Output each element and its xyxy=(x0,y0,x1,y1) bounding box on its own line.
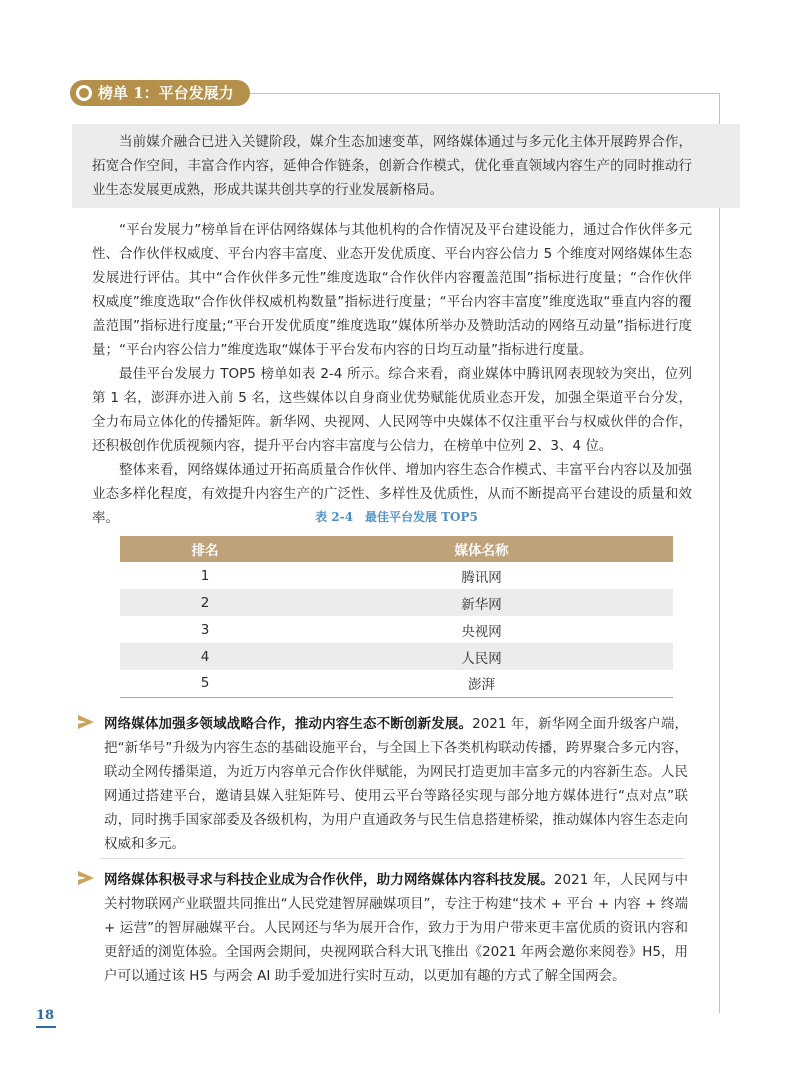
bullet-title: 网络媒体加强多领域战略合作，推动内容生态不断创新发展。 xyxy=(104,716,473,732)
table-row xyxy=(120,670,673,697)
bullet-divider xyxy=(100,858,685,859)
rank-cell: 5 xyxy=(120,670,290,697)
table-row xyxy=(120,643,673,670)
body-paragraph-3: 整体来看，网络媒体通过开拓高质量合作伙伴、增加内容生态合作模式、丰富平台内容以及加强业态多样化程度，有效提升内容生产的广泛性、多样性及优质性，从而不断提高平台建设的质量和效率。 xyxy=(92,462,692,526)
arrow-bullet-icon xyxy=(78,871,94,885)
circle-dot-icon xyxy=(76,85,92,101)
table-header-row xyxy=(120,536,673,562)
media-name-cell: 腾讯网 xyxy=(461,569,502,586)
page-number: 18 xyxy=(36,1008,55,1023)
bullet-body: 2021 年，人民网与中关村物联网产业联盟共同推出“人民党建智屏融媒项目”，专注于构建“技术 + 平台 + 内容 + 终端 + 运营”的智屏融媒平台。人民网还与华为展开合作，致力于为用户带来更丰富优质的资讯内容和更舒适的浏览体验。全国两会期间，央视网联合科大讯飞推出《2021 年两会邀你来阅卷》H5，用户可以通过该 H5 与两会 AI 助手爱加进行实时互动，以更加有趣的方式了解全国两会。 xyxy=(104,872,689,984)
rank-cell: 3 xyxy=(200,621,210,638)
intro-paragraph: 当前媒介融合已进入关键阶段，媒介生态加速变革，网络媒体通过与多元化主体开展跨界合作，拓宽合作空间，丰富合作内容，延伸合作链条，创新合作模式，优化垂直领域内容生产的同时推动行业生态发展更成熟，形成共谋共创共享的行业发展新格局。 xyxy=(92,134,692,198)
arrow-bullet-icon xyxy=(78,715,94,729)
header-media-name: 媒体名称 xyxy=(290,536,673,562)
media-name-cell: 新华网 xyxy=(290,589,673,616)
rank-cell: 2 xyxy=(120,589,290,616)
table-row xyxy=(120,562,673,589)
body-paragraph-2: 最佳平台发展力 TOP5 榜单如表 2-4 所示。综合来看，商业媒体中腾讯网表现较为突出，位列第 1 名，澎湃亦进入前 5 名，这些媒体以自身商业优势赋能优质业态开发，加强全渠道平台分发，全力布局立体化的传播矩阵。新华网、央视网、人民网等中央媒体不仅注重平台与权威伙伴的合作，还积极创作优质视频内容，提升平台内容丰富度与公信力，在榜单中位列 2、3、4 位。 xyxy=(92,366,692,454)
rank-cell: 4 xyxy=(120,643,290,670)
media-name-cell: 澎湃 xyxy=(290,670,673,697)
bullet-text xyxy=(104,868,688,988)
page-number-underline xyxy=(36,1026,56,1028)
rank-cell: 1 xyxy=(200,567,210,584)
decorative-frame-top xyxy=(250,93,720,94)
body-paragraph-1: “平台发展力”榜单旨在评估网络媒体与其他机构的合作情况及平台建设能力，通过合作伙伴多元性、合作伙伴权威度、平台内容丰富度、业态开发优质度、平台内容公信力 5 个维度对网络媒体生态发展进行评估。其中“合作伙伴多元性”维度选取“合作伙伴内容覆盖范围”指标进行度量；“合作伙伴权威度”维度选取“合作伙伴权威机构数量”指标进行度量；“平台内容丰富度”维度选取“垂直内容的覆盖范围”指标进行度量;“平台开发优质度”维度选取“媒体所举办及赞助活动的网络互动量”指标进行度量；“平台内容公信力”维度选取“媒体于平台发布内容的日均互动量”指标进行度量。 xyxy=(92,222,692,358)
decorative-frame-right xyxy=(719,93,720,1013)
bullet-title: 网络媒体积极寻求与科技企业成为合作伙伴，助力网络媒体内容科技发展。 xyxy=(104,872,554,888)
table-row xyxy=(120,616,673,643)
media-name-cell: 央视网 xyxy=(461,623,502,640)
bullet-text xyxy=(104,712,688,856)
media-name-cell: 人民网 xyxy=(290,643,673,670)
section-banner xyxy=(70,80,250,106)
table-row xyxy=(120,589,673,616)
section-title: 榜单 1：平台发展力 xyxy=(98,84,234,102)
header-rank: 排名 xyxy=(120,536,290,562)
bullet-body: 2021 年，新华网全面升级客户端，把“新华号”升级为内容生态的基础设施平台，与全国上下各类机构联动传播，跨界聚合多元内容，联动全网传播渠道，为近万内容单元合作伙伴赋能，为网民打造更加丰富多元的内容新生态。人民网通过搭建平台，邀请县媒入驻矩阵号、使用云平台等路径实现与部分地方媒体进行“点对点”联动，同时携手国家部委及各级机构，为用户直通政务与民生信息搭建桥梁，推动媒体内容生态走向权威和多元。 xyxy=(104,716,688,852)
table-caption: 表 2-4 最佳平台发展 TOP5 xyxy=(315,510,478,524)
ranking-table xyxy=(120,536,673,698)
